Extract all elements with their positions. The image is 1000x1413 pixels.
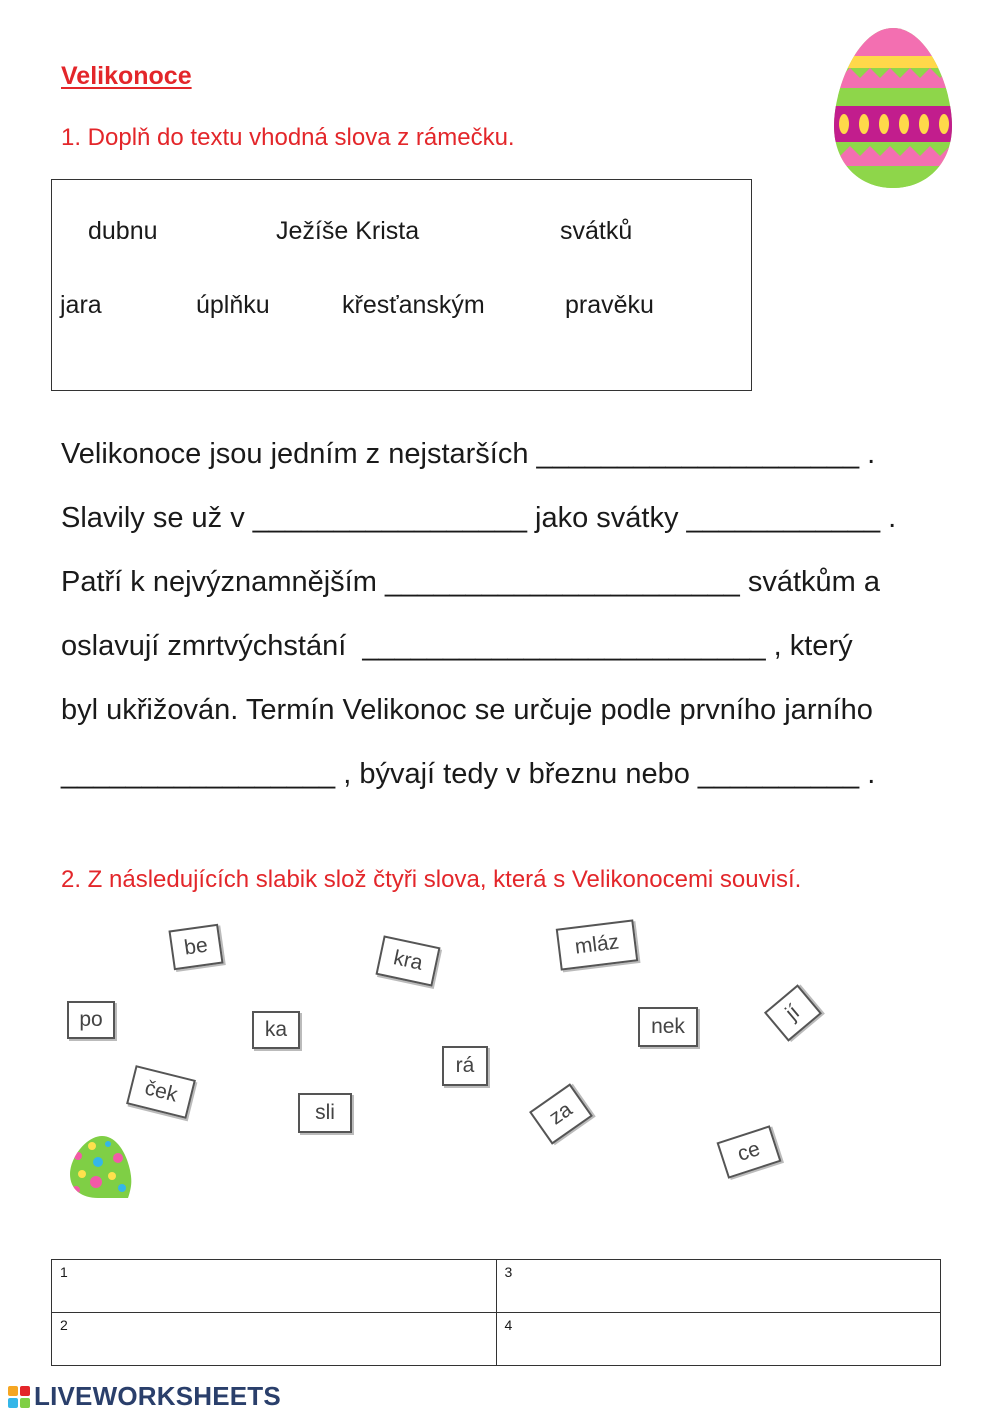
task1-instruction: 1. Doplň do textu vhodná slova z rámečku.	[61, 124, 515, 151]
page-title: Velikonoce	[61, 62, 192, 90]
syllable-tile[interactable]: ka	[252, 1011, 300, 1049]
answer-number: 4	[504, 1317, 513, 1333]
answer-number: 1	[60, 1264, 68, 1280]
text-line: _________________ , bývají tedy v březnu nebo __________ .	[61, 758, 876, 790]
syllable-tile[interactable]: jí	[764, 984, 822, 1041]
word-bank-item[interactable]: křesťanským	[342, 291, 485, 319]
answer-cell[interactable]	[52, 1313, 497, 1366]
easter-egg-icon	[830, 26, 956, 195]
text-line: Slavily se už v _________________ jako svátky ____________ .	[61, 502, 897, 534]
liveworksheets-logo	[8, 1381, 281, 1412]
word-bank-item[interactable]: pravěku	[565, 291, 654, 319]
syllable-tile[interactable]: kra	[375, 935, 440, 986]
syllable-tile[interactable]: nek	[638, 1007, 698, 1047]
word-bank-item[interactable]: Ježíše Krista	[276, 217, 420, 245]
dotted-egg-icon	[68, 1134, 132, 1203]
syllable-tile[interactable]: be	[168, 924, 223, 971]
answer-number: 3	[504, 1264, 513, 1280]
answer-cell[interactable]	[52, 1260, 497, 1313]
answer-cell[interactable]	[496, 1313, 941, 1366]
syllable-tile[interactable]: za	[529, 1083, 593, 1144]
text-line: Velikonoce jsou jedním z nejstarších ____________________ .	[61, 438, 876, 470]
answer-table	[51, 1259, 941, 1366]
word-bank-box	[51, 179, 752, 391]
task2-instruction: 2. Z následujících slabik slož čtyři slova, která s Velikonocemi souvisí.	[61, 866, 802, 893]
answer-number: 2	[60, 1317, 68, 1333]
syllable-tile[interactable]: ce	[716, 1125, 781, 1178]
brand-name: LIVEWORKSHEETS	[34, 1381, 281, 1411]
syllable-tile[interactable]: po	[67, 1001, 115, 1039]
word-bank-item[interactable]: úplňku	[196, 291, 270, 319]
word-bank-item[interactable]: svátků	[560, 217, 633, 245]
word-bank-item[interactable]: dubnu	[88, 217, 158, 245]
text-line: oslavují zmrtvýchstání _________________________ , který	[61, 630, 853, 662]
answer-cell[interactable]	[496, 1260, 941, 1313]
word-bank-item[interactable]: jara	[60, 291, 102, 319]
logo-blocks-icon	[8, 1386, 30, 1408]
syllable-tile[interactable]: rá	[442, 1046, 488, 1086]
syllable-tile[interactable]: ček	[126, 1065, 196, 1119]
syllable-tile[interactable]: mláz	[556, 919, 639, 970]
text-line: byl ukřižován. Termín Velikonoc se určuje podle prvního jarního	[61, 694, 873, 726]
text-line: Patří k nejvýznamnějším ______________________ svátkům a	[61, 566, 880, 598]
syllable-tile[interactable]: sli	[298, 1093, 352, 1133]
